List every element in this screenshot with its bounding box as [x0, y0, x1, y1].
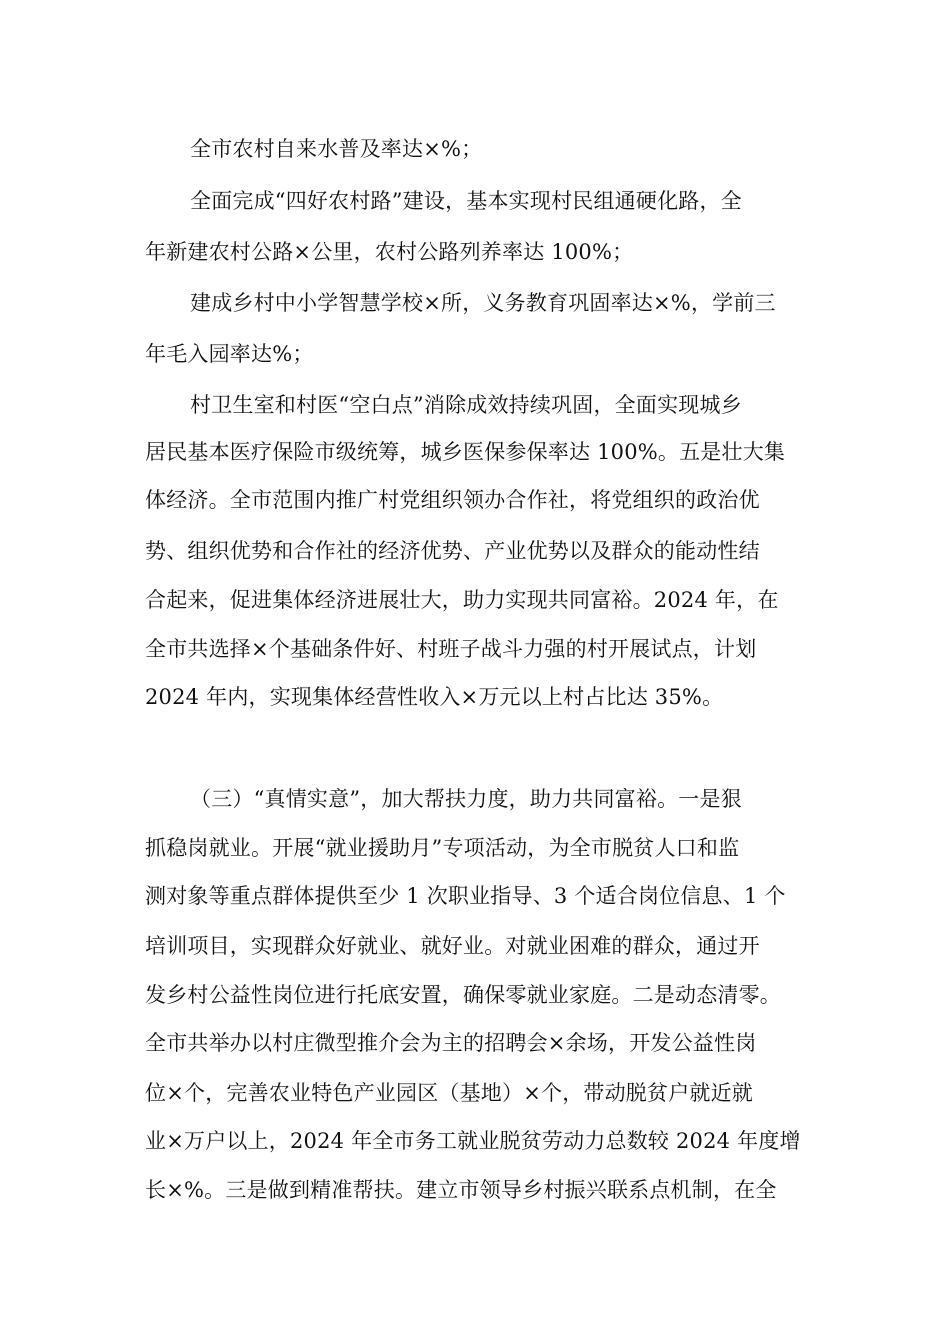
text-line: 合起来，促进集体经济进展壮大，助力实现共同富裕。2024 年，在 [145, 588, 779, 612]
text-line: 势、组织优势和合作社的经济优势、产业优势以及群众的能动性结 [145, 539, 760, 563]
text-line: 全面完成“四好农村路”建设，基本实现村民组通硬化路，全 [190, 189, 742, 213]
text-line: 2024 年内，实现集体经营性收入×万元以上村占比达 35%。 [145, 685, 724, 709]
text-line: 培训项目，实现群众好就业、就好业。对就业困难的群众，通过开 [145, 934, 760, 958]
text-line: 建成乡村中小学智慧学校×所，义务教育巩固率达×%，学前三 [190, 291, 776, 315]
text-line: 位×个，完善农业特色产业园区（基地）×个，带动脱贫户就近就 [145, 1081, 753, 1105]
section-heading-line: （三）“真情实意”，加大帮扶力度，助力共同富裕。一是狠 [190, 787, 742, 811]
text-line: 全市农村自来水普及率达×%； [190, 137, 483, 161]
text-line: 测对象等重点群体提供至少 1 次职业指导、3 个适合岗位信息、1 个 [145, 884, 786, 908]
text-line: 业×万户以上，2024 年全市务工就业脱贫劳动力总数较 2024 年度增 [145, 1129, 801, 1153]
text-line: 全市共举办以村庄微型推介会为主的招聘会×余场，开发公益性岗 [145, 1031, 757, 1055]
text-line: 年新建农村公路×公里，农村公路列养率达 100%； [145, 240, 634, 264]
text-line: 村卫生室和村医“空白点”消除成效持续巩固，全面实现城乡 [190, 393, 742, 417]
text-line: 年毛入园率达%； [145, 342, 314, 366]
text-line: 长×%。三是做到精准帮扶。建立市领导乡村振兴联系点机制，在全 [145, 1178, 777, 1202]
text-line: 居民基本医疗保险市级统筹，城乡医保参保率达 100%。五是壮大集 [145, 440, 786, 464]
text-line: 发乡村公益性岗位进行托底安置，确保零就业家庭。二是动态清零。 [145, 983, 781, 1007]
text-line: 体经济。全市范围内推广村党组织领办合作社，将党组织的政治优 [145, 488, 760, 512]
text-line: 抓稳岗就业。开展“就业援助月”专项活动，为全市脱贫人口和监 [145, 836, 740, 860]
text-line: 全市共选择×个基础条件好、村班子战斗力强的村开展试点，计划 [145, 637, 757, 661]
